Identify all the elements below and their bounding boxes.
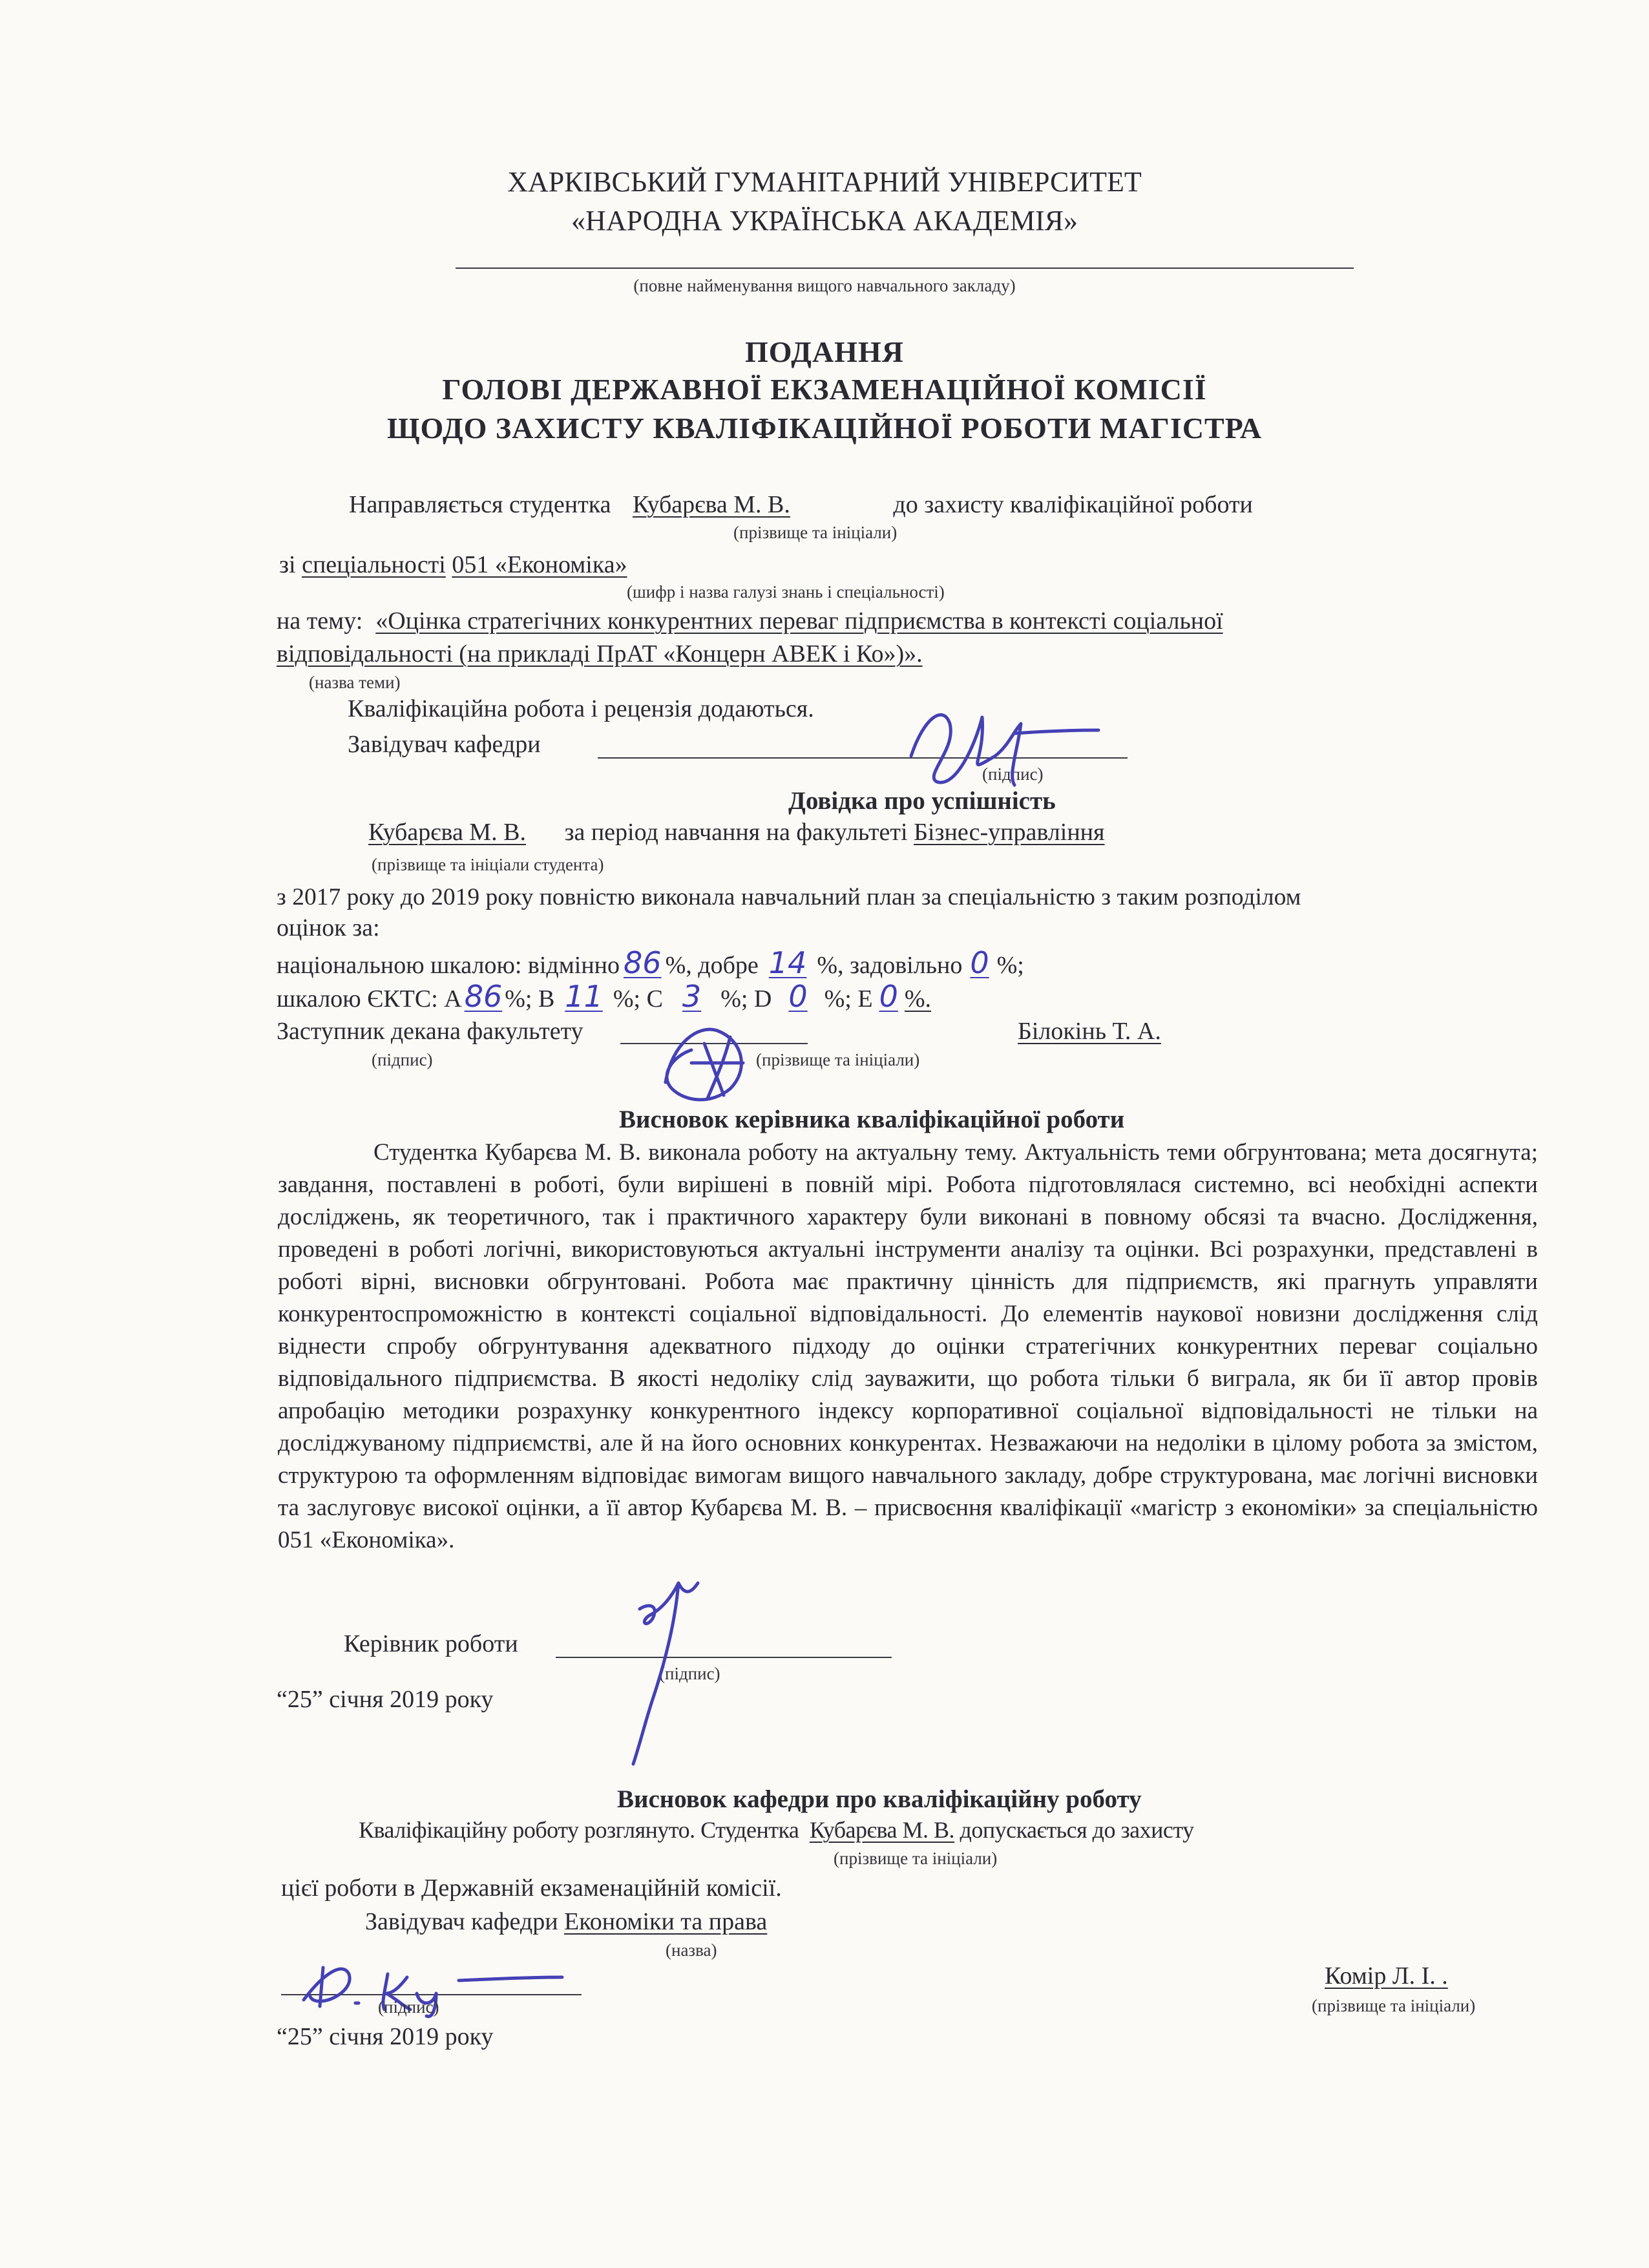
referral-prefix: Направляється студентка — [349, 491, 611, 518]
head-of-dept-signature — [885, 678, 1105, 801]
topic-text-1: «Оцінка стратегічних конкурентних переваг підприємства в контексті соціальної — [375, 607, 1223, 635]
ects-e-label: %; Е — [824, 985, 873, 1013]
specialty-value: 051 «Економіка» — [452, 551, 627, 578]
good-value: 14 — [768, 945, 807, 980]
specialty-prefix: зі — [279, 551, 296, 578]
supervisor-sig-caption: (підпис) — [659, 1664, 720, 1683]
department-head-name-caption: (прізвище та ініціали) — [1312, 1996, 1476, 2015]
specialty-line — [279, 549, 627, 580]
ects-d-value: 0 — [788, 979, 808, 1014]
satisf-label: %, задовільно — [817, 952, 963, 979]
topic-line-1 — [277, 605, 1223, 636]
referral-suffix: до захисту кваліфікаційної роботи — [893, 491, 1253, 518]
deputy-name-caption: (прізвище та ініціали) — [756, 1050, 920, 1069]
ects-c-value: 3 — [682, 979, 702, 1014]
ects-label: шкалою ЄКТС: А — [277, 985, 462, 1013]
supervisor-date: “25” січня 2019 року — [277, 1686, 494, 1713]
topic-line-2: відповідальності (на прикладі ПрАТ «Концерн АВЕК і Ко»)». — [277, 640, 923, 667]
grades-heading: Довідка про успішність — [788, 787, 1056, 815]
satisf-value: 0 — [970, 945, 989, 980]
ects-b-value: 11 — [565, 979, 603, 1014]
referral-student-caption: (прізвище та ініціали) — [733, 523, 898, 542]
grades-student-line — [349, 817, 1104, 848]
grades-period: за період навчання на факультеті — [564, 819, 908, 846]
ects-e-value: 0 — [879, 979, 898, 1014]
referral-line — [349, 489, 1253, 520]
deputy-dean-label: Заступник декана факультету — [277, 1018, 583, 1045]
title-line-1: ПОДАННЯ — [745, 335, 904, 368]
department-date: “25” січня 2019 року — [277, 2023, 494, 2050]
specialty-caption: (шифр і назва галузі знань і спеціальності) — [627, 582, 945, 602]
supervisor-heading: Висновок керівника кваліфікаційної роботи — [619, 1106, 1125, 1133]
department-suffix: допускається до захисту — [960, 1817, 1194, 1843]
grades-plan-line-2: оцінок за: — [277, 914, 380, 941]
department-name: Економіки та права — [564, 1908, 768, 1935]
header-underline — [456, 268, 1354, 269]
department-line-2: цієї роботи в Державній екзаменаційній комісії. — [281, 1874, 782, 1902]
department-name-caption: (назва) — [666, 1940, 717, 1960]
title-line-2: ГОЛОВІ ДЕРЖАВНОЇ ЕКЗАМЕНАЦІЙНОЇ КОМІСІЇ — [442, 373, 1207, 406]
grades-faculty: Бізнес-управління — [914, 819, 1105, 846]
department-head-label: Завідувач кафедри — [365, 1908, 558, 1935]
deputy-dean-signature — [646, 1005, 788, 1115]
grades-student-caption: (прізвище та ініціали студента) — [372, 855, 604, 874]
deputy-dean-name: Білокінь Т. А. — [1018, 1018, 1161, 1045]
good-label: %, добре — [665, 952, 759, 979]
referral-student: Кубарєва М. В. — [632, 491, 790, 518]
deputy-sig-caption: (підпис) — [372, 1050, 433, 1069]
ects-end: %. — [904, 985, 932, 1013]
header-caption: (повне найменування вищого навчального закладу) — [633, 276, 1016, 295]
academy-name: «НАРОДНА УКРАЇНСЬКА АКАДЕМІЯ» — [571, 205, 1078, 236]
attached-note: Кваліфікаційна робота і рецензія додаються. — [348, 695, 814, 722]
topic-caption: (назва теми) — [309, 673, 401, 692]
title-line-3: ЩОДО ЗАХИСТУ КВАЛІФІКАЦІЙНОЇ РОБОТИ МАГІСТРА — [386, 412, 1263, 445]
department-student-caption: (прізвище та ініціали) — [834, 1849, 998, 1868]
excellent-value: 86 — [624, 945, 662, 980]
topic-prefix: на тему: — [277, 607, 363, 635]
national-end: %; — [996, 952, 1024, 979]
supervisor-text: Студентка Кубарєва М. В. виконала роботу на актуальну тему. Актуальність теми обгрунтована; мета досягнута; завдання, поставлені в роботі, були вирішені в повній мірі. Робота підготовлялася системно, всі необхідні аспекти досліджень, як теоретичного, так і практичного характеру були виконані в повному обсязі та вчасно. Дослідження, проведені в роботі логічні, використовуються актуальні інструменти аналізу та оцінки. Всі розрахунки, представлені в роботі вірні, висновки обгрунтовані. Робота має практичну цінність для підприємств, які прагнуть управляти конкурентоспроможністю в контексті соціальної відповідальності. До елементів наукової новизни дослідження слід віднести спробу обгрунтування адекватного підходу до оцінки стратегічних конкурентних переваг соціально відповідального підприємства. В якості недоліку слід зауважити, що робота тільки б виграла, як би її автор провів апробацію методики розрахунку конкурентного індексу корпоративної соціальної відповідальності не тільки на досліджуваному підприємстві, але й на його основних конкурентах. Незважаючи на недоліки в цілому робота за змістом, структурою та оформленням відповідає вимогам вищого навчального закладу, добре структурована, має логічні висновки та заслуговує високої оцінки, а її автор Кубарєва М. В. – присвоєння кваліфікації «магістр з економіки» за спеціальністю 051 «Економіка». — [278, 1139, 1538, 1553]
ects-b-label: %; В — [505, 985, 555, 1013]
ects-scale-line — [277, 981, 931, 1014]
department-sig-caption: (підпис) — [378, 1997, 439, 2017]
head-signature-caption: (підпис) — [982, 764, 1044, 784]
ects-a-value: 86 — [464, 979, 503, 1014]
grades-student: Кубарєва М. В. — [368, 819, 526, 846]
university-name: ХАРКІВСЬКИЙ ГУМАНІТАРНИЙ УНІВЕРСИТЕТ — [507, 166, 1142, 198]
department-prefix: Кваліфікаційну роботу розглянуто. Студентка — [359, 1817, 799, 1843]
national-scale-line — [277, 947, 1024, 981]
ects-d-label: %; D — [720, 985, 772, 1013]
national-label: національною шкалою: відмінно — [277, 952, 620, 979]
department-heading: Висновок кафедри про кваліфікаційну роботу — [617, 1785, 1142, 1813]
specialty-word: спеціальності — [302, 551, 446, 578]
department-student: Кубарєва М. В. — [809, 1817, 955, 1843]
department-head-line — [365, 1906, 767, 1937]
supervisor-sign-label: Керівник роботи — [344, 1630, 518, 1657]
ects-c-label: %; С — [613, 985, 663, 1013]
supervisor-signature — [614, 1557, 730, 1770]
head-of-dept-label: Завідувач кафедри — [348, 731, 541, 758]
grades-plan-line-1: з 2017 року до 2019 року повністю виконала навчальний план за спеціальністю з таким розподілом — [277, 884, 1301, 910]
department-line-1 — [359, 1814, 1194, 1845]
department-head-name: Комір Л. І. . — [1325, 1962, 1448, 1990]
